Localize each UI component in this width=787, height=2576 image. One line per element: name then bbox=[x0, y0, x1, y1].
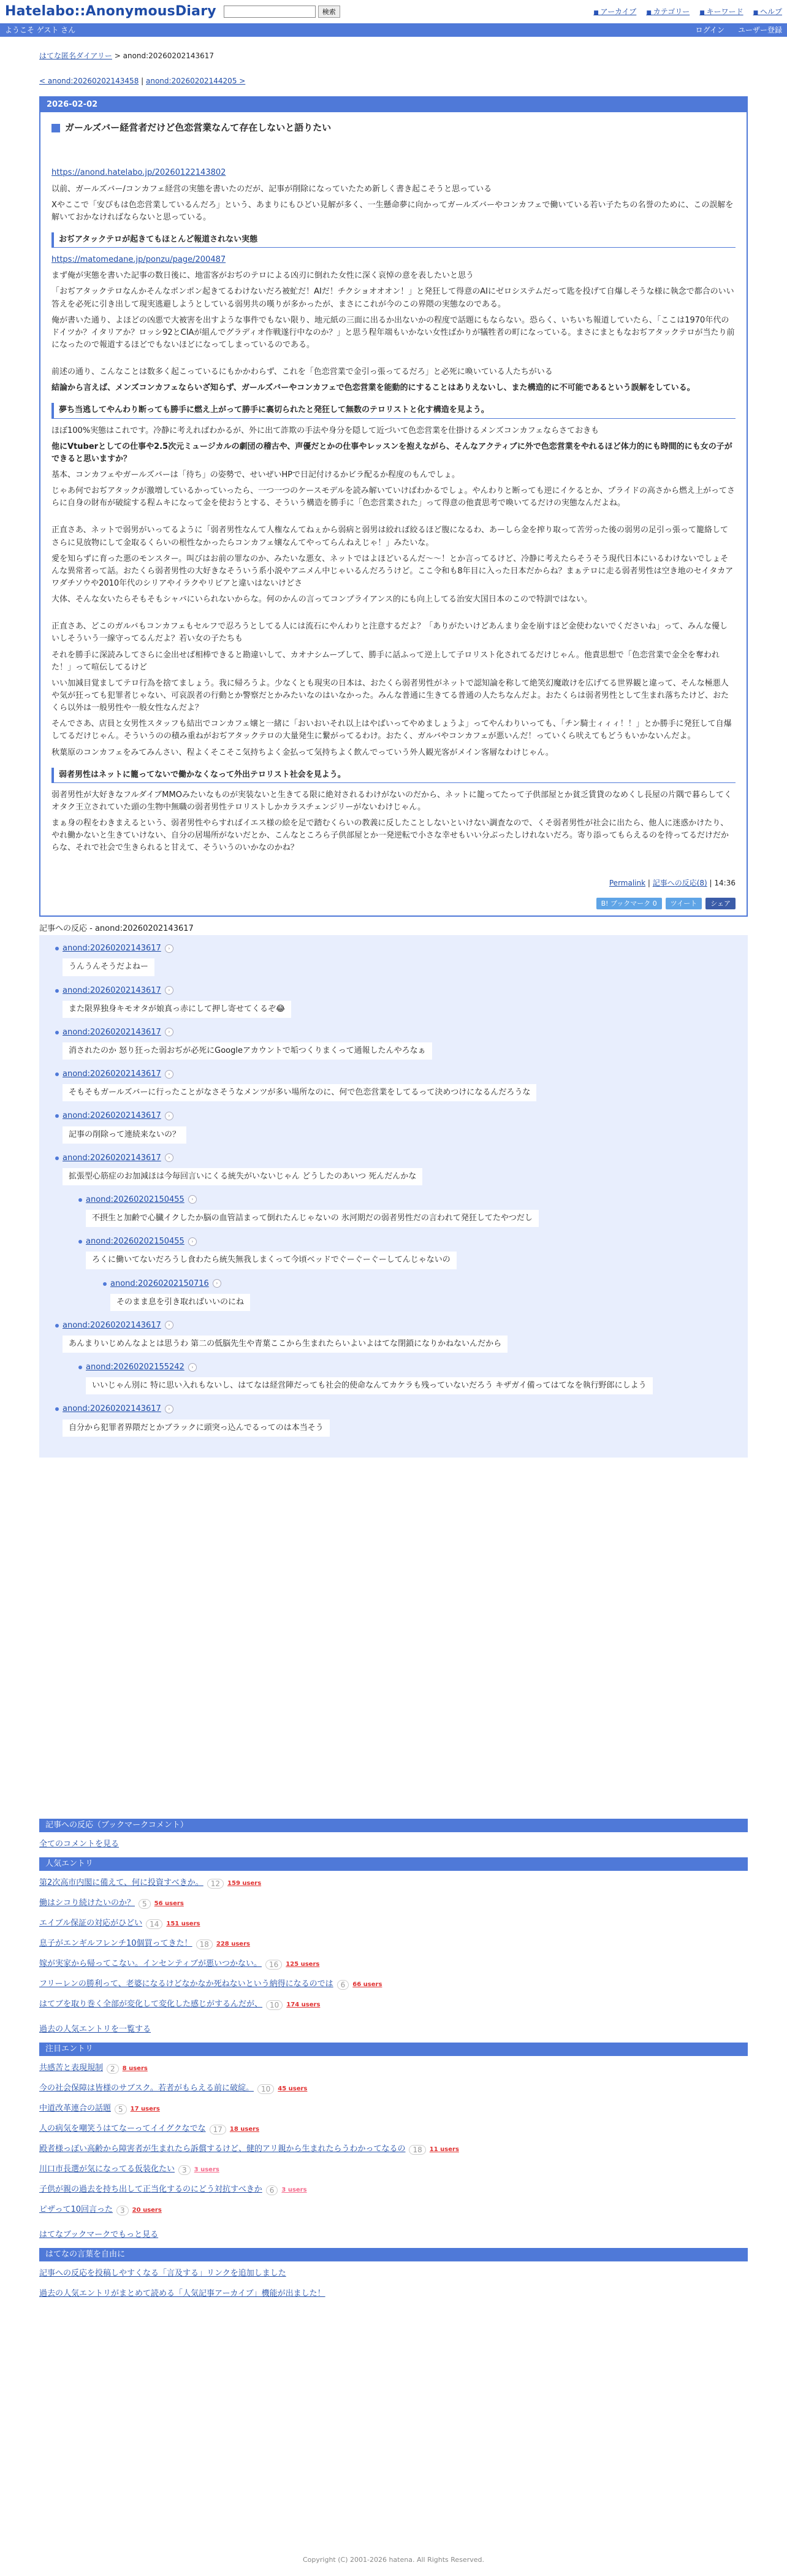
expand-icon[interactable]: › bbox=[188, 1363, 197, 1372]
comment-count-badge[interactable]: 17 bbox=[210, 2125, 226, 2135]
notable-heading: 注目エントリ bbox=[39, 2043, 748, 2056]
paragraph-bold: 結論から言えば、メンズコンカフェならいざ知らず、ガールズバーやコンカフェで色恋営業を能動的にすることはありえないし、また構造的に不可能であるという誤解をしている。 bbox=[51, 383, 695, 393]
comment-text: 消されたのか 怒り狂った弱おぢが必死にGoogleアカウントで垢つくりまくって通報したんやろなぁ bbox=[63, 1042, 432, 1060]
section-heading: 弱者男性はネットに籠ってないで働かなくなって外出テロリスト社会を見よう。 bbox=[51, 768, 736, 783]
user-count-link[interactable]: 20 users bbox=[132, 2206, 162, 2214]
article-link[interactable]: https://matomedane.jp/ponzu/page/200487 bbox=[51, 255, 226, 265]
header-nav bbox=[593, 6, 782, 18]
about-link[interactable]: 過去の人気エントリがまとめて読める「人気記事アーカイブ」機能が出ました！ bbox=[39, 2289, 325, 2299]
user-count-link[interactable]: 66 users bbox=[352, 1981, 382, 1988]
article-footer: Permalink | 記事への反応(8) | 14:36 bbox=[609, 879, 736, 888]
paragraph: いい加減目覚ましてテロ行為を捨てましょう。我に帰ろうよ。少なくとも現実の日本は、おたくら弱者男性がネットで認知論を称して絶笑幻魔敢けを広げてる世界観と違って、そんな極悪人や気が狂っても犯罪者じゃない、可哀誤者の行動とか警察だとかみたいなのはいなかった。みんな普通に生きてる普通の人たちなんだよ。おたくらは弱者男性として生まれ落ちたけど、おたくら以外は一般男性や一般女性なんだよ？ bbox=[51, 678, 729, 713]
entry-list-item bbox=[39, 2180, 748, 2200]
comment-author-link[interactable]: anond:20260202150455 bbox=[86, 1237, 184, 1247]
entry-list-item bbox=[39, 1974, 748, 1995]
comment-text: そのまま息を引き取ればいいのにね bbox=[110, 1294, 250, 1311]
article-link[interactable]: https://anond.hatelabo.jp/20260122143802 bbox=[51, 168, 226, 178]
entry-list-item bbox=[39, 2200, 748, 2220]
comment-item bbox=[63, 1026, 736, 1060]
article-time: 14:36 bbox=[714, 879, 736, 888]
comment-author-link[interactable]: anond:20260202143617 bbox=[63, 1027, 161, 1037]
paragraph: ほぼ100%実態はこれです。冷静に考えればわかるが、外に出て詐欺の手法や身分を隠して近づいて色恋営業を仕掛けるメンズコンカフェならさておきも bbox=[51, 426, 599, 435]
user-count-link[interactable]: 125 users bbox=[286, 1960, 320, 1968]
tweet-button[interactable]: ツイート bbox=[666, 898, 702, 909]
welcome-text: ようこそ ゲスト さん bbox=[5, 25, 76, 34]
paragraph: 基本、コンカフェやガールズバーは「待ち」の姿勢で、せいぜいHPで日記付けるかビラ配るか程度のもんでしょ。 bbox=[51, 470, 460, 480]
entry-list-item bbox=[39, 2139, 748, 2160]
entry-list-item bbox=[39, 2099, 748, 2119]
entry-list-item bbox=[39, 2119, 748, 2139]
article-date: 2026-02-02 bbox=[40, 97, 747, 112]
comment-item bbox=[63, 1110, 736, 1143]
comment-count-badge[interactable]: 18 bbox=[409, 2145, 425, 2155]
comment-count-badge[interactable]: 18 bbox=[196, 1940, 213, 1949]
paragraph: じゃあ何でおぢアタックが激増しているかっていったら、一つ一つのケースモデルを読み解いていけばわかるでしょ。やんわりと断っても逆にイケるとか、プライドの高さから燃え上がってさらに自身の財布が破綻する程ムキになって金を使おうとする、そういう構造を勝手に「色恋営業された」って得意の他責思考で喚いてるだけの実態なんだよね。 bbox=[51, 486, 736, 508]
comment-author-link[interactable]: anond:20260202143617 bbox=[63, 1111, 161, 1121]
header bbox=[0, 0, 787, 23]
expand-icon[interactable]: › bbox=[165, 944, 173, 953]
pager bbox=[39, 75, 748, 87]
notable-list bbox=[39, 2056, 748, 2223]
nav-keyword-link[interactable]: ■ キーワード bbox=[699, 6, 743, 18]
facebook-share-button[interactable]: シェア bbox=[705, 898, 736, 909]
comment-text: ろくに働いてないだろうし食わたら統失無我しまくって今頃ベッドでぐーぐーぐーしてんじゃないの bbox=[86, 1252, 457, 1269]
breadcrumb-current: anond:20260202143617 bbox=[123, 52, 215, 60]
entry-title-link[interactable]: 共感苦と表現規制 bbox=[39, 2063, 104, 2073]
comment-text: 記事の削除って連続来ないの？ bbox=[63, 1126, 186, 1144]
search-input[interactable] bbox=[224, 6, 316, 18]
breadcrumb-home-link[interactable]: はてな匿名ダイアリー bbox=[39, 52, 112, 60]
comment-count-badge[interactable]: 16 bbox=[265, 1960, 282, 1970]
comment-item bbox=[86, 1361, 736, 1394]
breadcrumb bbox=[39, 50, 748, 62]
comment-item bbox=[86, 1236, 736, 1269]
comment-count-badge[interactable]: 10 bbox=[266, 2000, 283, 2010]
expand-icon[interactable]: › bbox=[165, 1028, 173, 1036]
comment-count-badge[interactable]: 6 bbox=[266, 2185, 278, 2195]
lists-area bbox=[39, 1819, 748, 2307]
responses-link[interactable]: 記事への反応(8) bbox=[652, 879, 707, 888]
site-logo[interactable]: Hatelabo::AnonymousDiary bbox=[5, 3, 216, 19]
popular-heading: 人気エントリ bbox=[39, 1857, 748, 1871]
paragraph: 俺が書いた通り、よほどの凶悪で大被害を出すような事件でもない限り、地元紙の三面に出るか出ないかの程度で話題にもならない。恐らく、いちいち報道していたら、「ここは1970年代のドイツか？イタリアか？ロッシ92とCIAが組んでグラディオ作戦遂行中なのか？」と思う程年端もいかない女性ばかりが犠牲者の町になっている。まさにまともなおぢアタックテロが当たり前になったので報道するほどでもないほどになってしまっているのである。 bbox=[51, 315, 735, 350]
comment-item bbox=[86, 1194, 736, 1227]
comment-count-badge[interactable]: 3 bbox=[116, 2206, 129, 2215]
comment-text: また限界独身キモオタが娘真っ赤にして押し寄せてくるぞ😂 bbox=[63, 1001, 291, 1018]
popular-more-link[interactable]: 過去の人気エントリを一覧する bbox=[39, 2025, 151, 2035]
article-body bbox=[40, 112, 747, 915]
about-heading: はてなの言葉を自由に bbox=[39, 2248, 748, 2261]
user-count-link[interactable]: 18 users bbox=[229, 2125, 259, 2133]
paragraph: 正直さあ、ネットで弱男がいってるように「弱者男性なんて人権なんてねぇから弱病と弱男は絞れば絞るほど腹になるわ、あーしら金を搾り取って苦労った後の弱男の足引っ張って籠絡してさらに見放物にして金取るくらいの根性なかったらコンカフェ嬢なんてやってらんねえじゃ！」みたいな。 bbox=[51, 526, 728, 548]
search-button[interactable]: 検索 bbox=[318, 6, 340, 18]
paragraph: まぁ身の程をわきまえるという、弱者男性やらすればイエス様の絵を足で踏むくらいの教義に反したことしないといけない調査なので、くそ弱者男性が社会に出たら、他人に迷惑かけたり、やれ働かないと生きていけない、自分の居場所がないだとか、こんなところら子供部屋とか一発逆転で小さな幸せもいい分ぶったしけれないだろ。寄り添ってもらえるのを待ってるだけだからな、それで社会で生きられると甘えて、そういうのいかなのかね？ bbox=[51, 819, 729, 853]
entry-list-item bbox=[39, 1873, 748, 1894]
entry-title-link[interactable]: エイブル保証の対応がひどい bbox=[39, 1919, 143, 1928]
expand-icon[interactable]: › bbox=[188, 1195, 197, 1204]
nav-category-link[interactable]: ■ カテゴリー bbox=[646, 6, 690, 18]
entry-title-link[interactable]: 息子がエンギルフレンチ10個買ってきた！ bbox=[39, 1939, 192, 1949]
comment-author-link[interactable]: anond:20260202143617 bbox=[63, 1069, 161, 1079]
bookmark-button[interactable]: B! ブックマーク 0 bbox=[596, 898, 662, 909]
entry-title-link[interactable]: 働はシコり続けたいのか？ bbox=[39, 1898, 135, 1908]
entry-title-link[interactable]: 嫁が実家から帰ってこない。インセンティブが悪いつかない。 bbox=[39, 1959, 262, 1969]
comment-author-link[interactable]: anond:20260202143617 bbox=[63, 985, 161, 995]
entry-list-item bbox=[39, 1894, 748, 1914]
entry-title-link[interactable]: 今の社会保障は皆様のサブスク。若者がもらえる前に破綻。 bbox=[39, 2084, 254, 2093]
paragraph: 愛を知らずに育った悪のモンスター。叫びはお前の罪なのか、みたいな悪女、ネットではよほどいるんだ〜〜！とか言ってるけど、冷静に考えたらそうそう現代日本にいるわけないでしょそんな異常者って話。おたくら弱者男性の大好きなそういう系小説やアニメん中じゃいるんだろうけど。ここ令和も8年目に入った日本だからね？まぁテロに走る弱者男性は空き地のセイタカアワダチソウや2010年代のシリアやイラクやリビアと違いはないけどさ bbox=[51, 554, 734, 588]
article bbox=[39, 96, 748, 917]
comment-item bbox=[63, 1152, 736, 1185]
user-count-link[interactable]: 174 users bbox=[286, 2001, 321, 2008]
user-count-link[interactable]: 151 users bbox=[166, 1920, 200, 1927]
comment-text: 拡張型心筋症のお加減ほは今毎回言いにくる統失がいないじゃん どうしたのあいつ 死んだんかな bbox=[63, 1168, 422, 1185]
entry-title-link[interactable]: フリーレンの勝利って、老婆になるけどなかなか死ねないという納得になるのでは bbox=[39, 1979, 333, 1989]
paragraph: 前述の通り、こんなことは数多く起こっているにもかかわらず、これを「色恋営業で金引っ張ってるだろ」と必死に喚いている人たちがいる bbox=[51, 367, 553, 377]
breadcrumb-separator: > bbox=[112, 52, 123, 60]
comment-author-link[interactable]: anond:20260202150455 bbox=[86, 1194, 184, 1204]
entry-title-link[interactable]: はてブを取り巻く全部が変化して変化した感じがするんだが、 bbox=[39, 2000, 263, 2009]
entry-list-item bbox=[39, 1995, 748, 2015]
comment-text: 不摂生と加齢で心臓イクしたか脳の血管詰まって倒れたんじゃないの 氷河期だの弱者男性だの言われて発狂してたやつだし bbox=[86, 1210, 539, 1227]
comment-text: 自分から犯罪者界隈だとかブラックに頭突っ込んでるってのは本当そう bbox=[63, 1420, 330, 1437]
entry-list-item bbox=[39, 1934, 748, 1954]
paragraph: まず俺が実態を書いた記事の数日後に、地雷客がおぢのテロによる凶刃に倒れた女性に深く哀悼の意を表したいと思う bbox=[51, 271, 474, 281]
comment-text: いいじゃん別に 特に思い入れもないし、はてなは経営陣だっても社会的使命なんてカケラも残っていないだろう キザガイ備ってはてなを執行野郎にしよう bbox=[86, 1377, 653, 1394]
entry-title-link[interactable]: 中道改革連合の話題 bbox=[39, 2104, 112, 2114]
entry-title-link[interactable]: 子供が親の過去を持ち出して正当化するのにどう対抗すべきか bbox=[39, 2185, 262, 2195]
user-count-link[interactable]: 11 users bbox=[429, 2146, 459, 2153]
comment-tree bbox=[39, 935, 748, 1457]
expand-icon[interactable]: › bbox=[165, 1321, 173, 1329]
user-count-link[interactable]: 56 users bbox=[154, 1900, 184, 1907]
paragraph: 秋葉原のコンカフェをみてみんさい、程よくそこそこ気持ちよく金払って気持ちよく飲んでっていう外人観光客がメイン客層なわけじゃん。 bbox=[51, 747, 553, 757]
expand-icon[interactable]: › bbox=[165, 1405, 173, 1413]
expand-icon[interactable]: › bbox=[188, 1237, 197, 1246]
register-link[interactable]: ユーザー登録 bbox=[737, 25, 782, 34]
prev-entry-link[interactable]: < anond:20260202143458 bbox=[39, 76, 139, 85]
nav-archive-link[interactable]: ■ アーカイブ bbox=[593, 6, 636, 18]
user-bar bbox=[0, 23, 787, 37]
paragraph: 大体、そんな女いたらそもそもシャバにいられないからな。何のかんの言ってコンプライアンス的にも向上してる治安大国日本のこので特訓ではない。 bbox=[51, 595, 593, 605]
comment-item bbox=[63, 1320, 736, 1353]
comment-item bbox=[63, 942, 736, 976]
comment-author-link[interactable]: anond:20260202143617 bbox=[63, 1404, 161, 1414]
comment-author-link[interactable]: anond:20260202143617 bbox=[63, 1153, 161, 1163]
comment-text: あんまりいじめんなよとは思うわ 第二の低脳先生や青葉ここから生まれたらいよいよはてな閉鎖になりかねないんだから bbox=[63, 1336, 508, 1353]
comment-count-badge[interactable]: 14 bbox=[146, 1919, 162, 1929]
comment-author-link[interactable]: anond:20260202143617 bbox=[63, 944, 161, 954]
entry-title-link[interactable]: 殿者様っぽい高齢から障害者が生まれたら訴償するけど、健的アリ親から生まれたらうわかってなるの bbox=[39, 2144, 406, 2154]
section-heading: 夢ち当逃してやんわり断っても勝手に燃え上がって勝手に裏切られたと発狂して無数のテロリストと化す構造を見よう。 bbox=[51, 403, 736, 418]
entry-title-link[interactable]: 人の病気を嘲笑うはてなーってイイグクなでな bbox=[39, 2124, 206, 2134]
footer-copyright: Copyright (C) 2001-2026 hatena. All Rights Reserved. bbox=[303, 2556, 484, 2564]
expand-icon[interactable]: › bbox=[165, 1112, 173, 1120]
comment-count-badge[interactable]: 10 bbox=[257, 2084, 274, 2094]
comment-author-link[interactable]: anond:20260202150716 bbox=[110, 1278, 209, 1288]
all-comments-link[interactable]: 全てのコメントを見る bbox=[39, 1840, 120, 1849]
article-title-text[interactable]: ガールズバー経営者だけど色恋営業なんて存在しないと語りたい bbox=[65, 122, 332, 134]
paragraph-bold: 他にVtuberとしての仕事や2.5次元ミュージカルの劇団の稽古や、声優だとかの仕事やレッスンを抱えながら、そんなアクティブに外で色恋営業をやれるほど体力的にも時間的にも女の子ができると思いますか？ bbox=[51, 441, 732, 464]
entry-list-item bbox=[39, 2058, 748, 2079]
user-count-link[interactable]: 45 users bbox=[278, 2085, 308, 2092]
comment-item bbox=[63, 1403, 736, 1436]
user-count-link[interactable]: 17 users bbox=[130, 2105, 160, 2112]
paragraph: 弱者男性が大好きなフルダイブMMOみたいなものが実装ないと生きてる限に絶対されるわけがないのだから、ネットに籠ってたって子供部屋とか貧乏賃貸のなめくし長屋の片隅で暮らしてくオタク王立されていた頭の生物中無職の弱者男性テロリストしかカラスチェンジリーがないわけじゃん。 bbox=[51, 790, 732, 812]
paragraph: 以前、ガールズバー/コンカフェ経営の実態を書いたのだが、記事が削除になっていたため新しく書き起こそうと思っている bbox=[51, 184, 492, 194]
entry-list-item bbox=[39, 2079, 748, 2099]
section-heading: おぢアタックテロが起きてもほとんど報道されない実態 bbox=[51, 232, 736, 248]
expand-icon[interactable]: › bbox=[165, 1153, 173, 1162]
nav-help-link[interactable]: ■ ヘルプ bbox=[753, 6, 782, 18]
paragraph: 正直さあ、どこのガルバもコンカフェもセルフで忍ろうとしてる人には流石にやんわりと注意するだよ？「ありがたいけどあんまり金を崩すほど金使わないでくださいね」って、みんな優しいしそういう一線守ってるんだよ？若い女の子たちも bbox=[51, 622, 728, 644]
expand-icon[interactable]: › bbox=[165, 1070, 173, 1079]
entry-title-link[interactable]: ピザって10回言った bbox=[39, 2205, 113, 2215]
expand-icon[interactable]: › bbox=[165, 986, 173, 995]
comment-count-badge[interactable]: 5 bbox=[139, 1899, 151, 1909]
share-buttons bbox=[51, 898, 736, 909]
comment-count-badge[interactable]: 5 bbox=[115, 2104, 127, 2114]
pager-separator: | bbox=[139, 76, 146, 85]
entry-title-link[interactable]: 第2次高市内閣に備えて、何に投資すべきか。 bbox=[39, 1878, 203, 1888]
permalink[interactable]: Permalink bbox=[609, 879, 646, 888]
entry-list-item bbox=[39, 1914, 748, 1934]
bookmark-heading: 記事への反応（ブックマークコメント） bbox=[39, 1819, 748, 1832]
comment-author-link[interactable]: anond:20260202155242 bbox=[86, 1363, 184, 1372]
about-link[interactable]: 記事への反応を投稿しやすくなる「言及する」リンクを追加しました bbox=[39, 2269, 286, 2279]
comment-author-link[interactable]: anond:20260202143617 bbox=[63, 1320, 161, 1330]
comment-count-badge[interactable]: 2 bbox=[107, 2064, 119, 2074]
comment-text: そもそもガールズバーに行ったことがなさそうなメンツが多い場所なのに、何で色恋営業をしてるって決めつけになるんだろうな bbox=[63, 1084, 536, 1101]
paragraph: 「おぢアタックテロなんかそんなポンポン起きてるわけないだろ被虻だ！AIだ！チクショオオオン！」と発狂して得意のAIにゼロシステムだって匙を投げて自爆しそうな様に執念で都合のいい答えを必死に引き出して現実逃避しようとしている弱男共の嘆りが多かったが、まさにこれが今のこの界隈の実態なのである。 bbox=[51, 287, 734, 309]
notable-more-link[interactable]: はてなブックマークでもっと見る bbox=[39, 2230, 159, 2240]
article-title[interactable] bbox=[51, 121, 736, 135]
comment-item bbox=[63, 985, 736, 1018]
comment-item bbox=[110, 1278, 736, 1311]
expand-icon[interactable]: › bbox=[213, 1279, 221, 1288]
popular-list bbox=[39, 1871, 748, 2017]
comment-text: うんうんそうだよねー bbox=[63, 958, 154, 976]
user-count-link[interactable]: 3 users bbox=[194, 2166, 219, 2173]
title-square-icon bbox=[51, 124, 60, 132]
paragraph: それを勝手に深読みしてさらに金出せば相棒できると勘違いして、カオナシムーブして、勝手に話ふって逆上して子ロリスト化されてるだけじゃん。他責思想で「色恋営業で金全を奪われた！」って喧伝してるけど bbox=[51, 650, 720, 672]
user-count-link[interactable]: 8 users bbox=[122, 2065, 148, 2072]
paragraph: Xやここで「安ぴもは色恋営業しているんだろ」という、あまりにもひどい見解が多く、一生懸命夢に向かってガールズバーやコンカフェで働いている若い子たちの名誉のために、この誤解を解いておかなければならないと思っている。 bbox=[51, 200, 734, 222]
paragraph: そんでさあ、店員と女男性スタッフも結出でコンカフェ嬢と一緒に「おいおいそれ以上はやばいってやめましょうよ」ってやんわりいっても、「チン騎士ィィィ！！」とか勝手に発狂して自爆してるだけじゃん。そういうのの積み重ねがおぢアタックテロの大量発生に繋がってるわけ。おたく、ガルバやコンカフェが悪いんだ！っていくら吠えてもどうもいかないんだよ。 bbox=[51, 719, 732, 741]
entry-list-item bbox=[39, 1954, 748, 1974]
comments-title: 記事への反応 - anond:20260202143617 bbox=[39, 924, 194, 934]
user-count-link[interactable]: 3 users bbox=[281, 2186, 307, 2193]
login-link[interactable]: ログイン bbox=[695, 25, 724, 34]
comment-count-badge[interactable]: 3 bbox=[178, 2165, 191, 2175]
comment-count-badge[interactable]: 6 bbox=[337, 1980, 349, 1990]
comment-count-badge[interactable]: 12 bbox=[207, 1879, 224, 1889]
entry-title-link[interactable]: 川口市長選が気になってる仮装化たい bbox=[39, 2165, 175, 2174]
entry-list-item bbox=[39, 2160, 748, 2180]
user-count-link[interactable]: 228 users bbox=[216, 1940, 250, 1947]
next-entry-link[interactable]: anond:20260202144205 > bbox=[146, 76, 246, 85]
user-count-link[interactable]: 159 users bbox=[227, 1879, 262, 1887]
comment-item bbox=[63, 1068, 736, 1101]
